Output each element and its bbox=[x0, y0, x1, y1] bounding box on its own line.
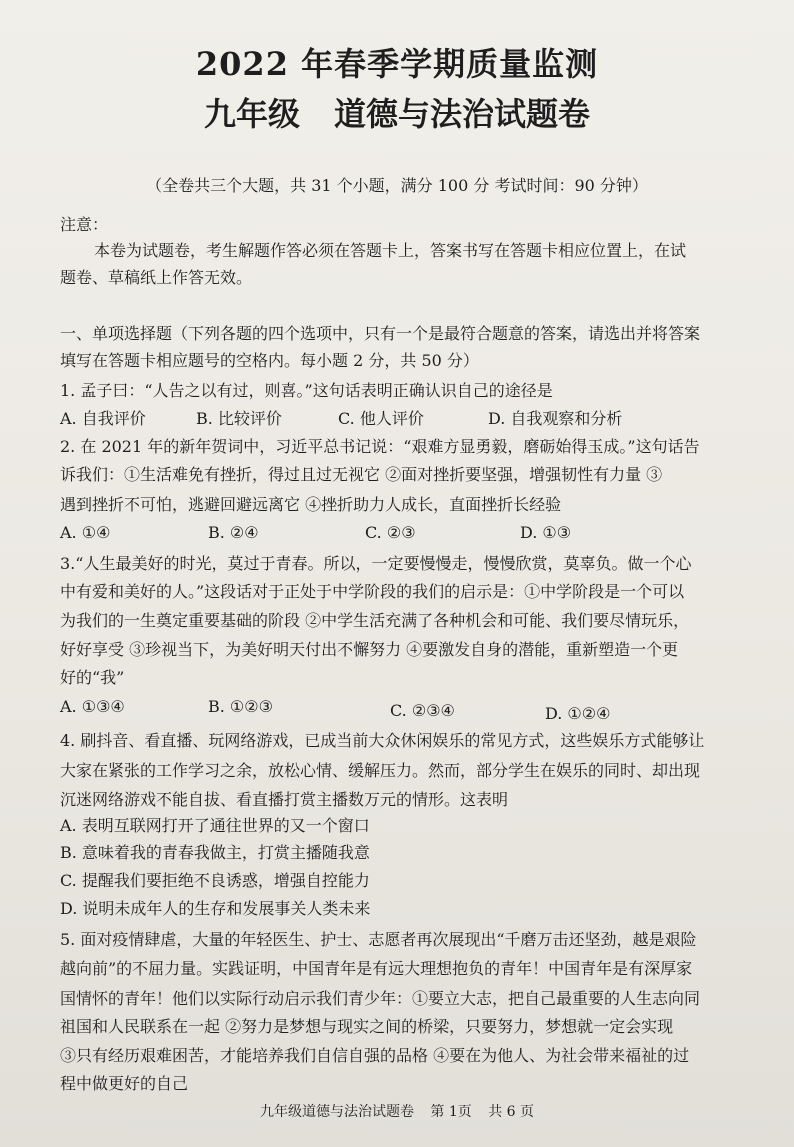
q1-stem: 1. 孟子曰：“人告之以有过，则喜。”这句话表明正确认识自己的途径是 bbox=[60, 381, 553, 400]
page-footer bbox=[0, 1102, 794, 1122]
q1-option-b: B. 比较评价 bbox=[196, 409, 282, 428]
q4-line-1: 4. 刷抖音、看直播、玩网络游戏，已成当前大众休闲娱乐的常见方式，这些娱乐方式能够让 bbox=[60, 731, 705, 750]
q3-option-c: C. ②③④ bbox=[390, 701, 455, 720]
q3-line-3: 为我们的一生奠定重要基础的阶段 ②中学生活充满了各种机会和可能、我们要尽情玩乐， bbox=[60, 611, 690, 630]
q1-option-d: D. 自我观察和分析 bbox=[488, 409, 623, 428]
section-1-heading: 一、单项选择题（下列各题的四个选项中，只有一个是最符合题意的答案，请选出并将答案 bbox=[60, 324, 701, 343]
q2-option-b: B. ②④ bbox=[208, 523, 259, 542]
notice-label: 注意： bbox=[60, 215, 109, 234]
q4-line-2: 大家在紧张的工作学习之余，放松心情、缓解压力。然而，部分学生在娱乐的同时、却出现 bbox=[60, 761, 701, 780]
q2-option-a: A. ①④ bbox=[60, 523, 111, 542]
notice-line-1: 本卷为试题卷，考生解题作答必须在答题卡上，答案书写在答题卡相应位置上，在试 bbox=[94, 241, 687, 260]
notice-line-2: 题卷、草稿纸上作答无效。 bbox=[60, 268, 253, 287]
section-1-heading-cont: 填写在答题卡相应题号的空格内。每小题 2 分，共 50 分） bbox=[60, 351, 479, 370]
q3-line-1: 3.“人生最美好的时光，莫过于青春。所以，一定要慢慢走，慢慢欣赏，莫辜负。做一个心 bbox=[60, 554, 692, 573]
exam-info: （全卷共三个大题，共 31 个小题，满分 100 分 考试时间：90 分钟） bbox=[146, 176, 648, 195]
footer-total-pages: 共 6 页 bbox=[488, 1104, 535, 1120]
q3-option-d: D. ①②④ bbox=[545, 704, 611, 723]
q2-option-d: D. ①③ bbox=[520, 523, 572, 542]
q1-option-a: A. 自我评价 bbox=[60, 409, 146, 428]
q4-line-3: 沉迷网络游戏不能自拔、看直播打赏主播数万元的情形。这表明 bbox=[60, 790, 509, 809]
exam-subtitle bbox=[0, 92, 794, 136]
subject-label: 道德与法治试题卷 bbox=[334, 95, 591, 133]
q4-option-a: A. 表明互联网打开了通往世界的又一个窗口 bbox=[60, 816, 370, 835]
q3-line-5: 好的“我” bbox=[60, 668, 125, 687]
q2-line-2: 诉我们：①生活难免有挫折，得过且过无视它 ②面对挫折要坚强，增强韧性有力量 ③ bbox=[60, 465, 663, 484]
q3-line-4: 好好享受 ③珍视当下，为美好明天付出不懈努力 ④要激发自身的潜能，重新塑造一个更 bbox=[60, 640, 679, 659]
q4-option-b: B. 意味着我的青春我做主，打赏主播随我意 bbox=[60, 843, 370, 862]
q1-option-c: C. 他人评价 bbox=[338, 409, 424, 428]
footer-page-number: 第 1页 bbox=[430, 1104, 472, 1120]
q2-line-3: 遇到挫折不可怕，逃避回避远离它 ④挫折助力人成长，直面挫折长经验 bbox=[60, 495, 562, 514]
q5-line-4: 祖国和人民联系在一起 ②努力是梦想与现实之间的桥梁，只要努力，梦想就一定会实现 bbox=[60, 1017, 674, 1036]
q4-option-c: C. 提醒我们要拒绝不良诱惑，增强自控能力 bbox=[60, 871, 370, 890]
q3-option-a: A. ①③④ bbox=[60, 697, 125, 716]
q3-option-b: B. ①②③ bbox=[208, 697, 273, 716]
footer-title: 九年级道德与法治试题卷 bbox=[259, 1104, 414, 1120]
q5-line-1: 5. 面对疫情肆虐，大量的年轻医生、护士、志愿者再次展现出“千磨万击还坚劲，越是艰险 bbox=[60, 930, 697, 949]
grade-label: 九年级 bbox=[203, 95, 300, 133]
q5-line-6: 程中做更好的自己 bbox=[60, 1074, 189, 1093]
q5-line-3: 国情怀的青年！他们以实际行动启示我们青少年：①要立大志，把自己最重要的人生志向同 bbox=[60, 989, 701, 1008]
q4-option-d: D. 说明未成年人的生存和发展事关人类未来 bbox=[60, 899, 371, 918]
q3-line-2: 中有爱和美好的人。”这段话对于正处于中学阶段的我们的启示是：①中学阶段是一个可以 bbox=[60, 582, 685, 601]
q2-option-c: C. ②③ bbox=[365, 523, 416, 542]
exam-title: 2022 年春季学期质量监测 bbox=[195, 45, 599, 83]
q5-line-5: ③只有经历艰难困苦，才能培养我们自信自强的品格 ④要在为他人、为社会带来福祉的过 bbox=[60, 1046, 690, 1065]
q2-line-1: 2. 在 2021 年的新年贺词中，习近平总书记说：“艰难方显勇毅，磨砺始得玉成。”这句话告 bbox=[60, 437, 700, 456]
q5-line-2: 越向前”的不屈力量。实践证明，中国青年是有远大理想抱负的青年！中国青年是有深厚家 bbox=[60, 959, 693, 978]
